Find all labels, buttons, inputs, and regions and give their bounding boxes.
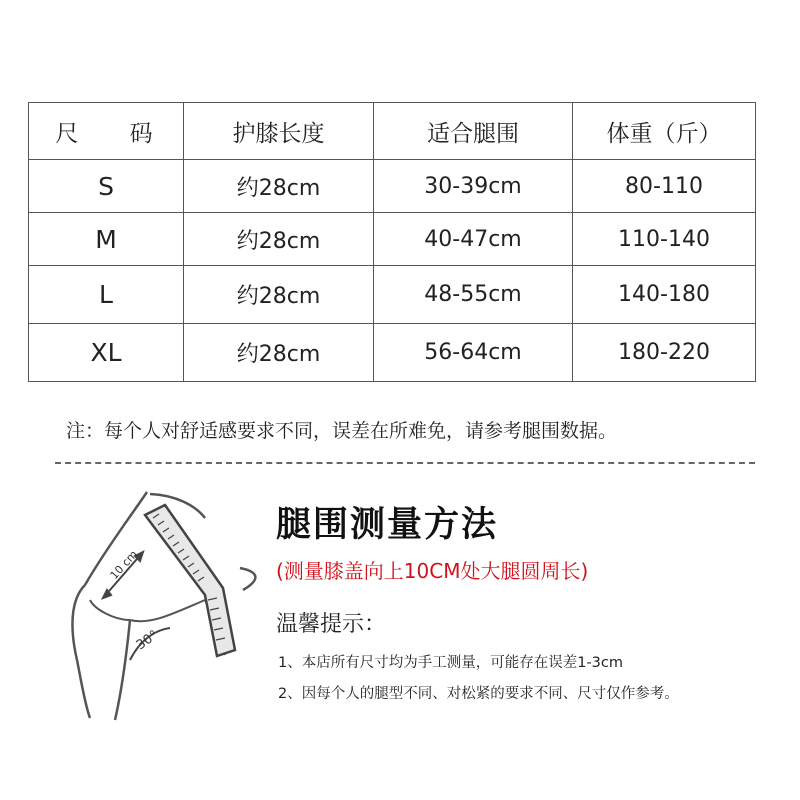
header-size: 尺 码: [29, 103, 184, 160]
table-header-row: [29, 103, 756, 160]
length-cell: 约28cm: [184, 213, 374, 266]
size-cell: M: [29, 213, 184, 266]
weight-cell: 80-110: [573, 160, 756, 213]
size-cell: XL: [29, 324, 184, 382]
weight-cell: 140-180: [573, 266, 756, 324]
length-cell: 约28cm: [184, 266, 374, 324]
sizing-note: 注：每个人对舒适感要求不同，误差在所难免，请参考腿围数据。: [66, 420, 618, 442]
size-cell: L: [29, 266, 184, 324]
size-chart-table: [28, 102, 756, 382]
circumference-cell: 56-64cm: [374, 324, 573, 382]
distance-label: 10 cm: [107, 547, 141, 583]
tips-title: 温馨提示：: [276, 612, 387, 637]
header-weight: 体重（斤）: [573, 103, 756, 160]
table-row: [29, 324, 756, 382]
size-cell: S: [29, 160, 184, 213]
table-row: [29, 213, 756, 266]
table-row: [29, 266, 756, 324]
method-title: 腿围测量方法: [276, 505, 499, 545]
weight-cell: 180-220: [573, 324, 756, 382]
knee-measurement-illustration: [45, 480, 275, 725]
tip-item: 1、本店所有尺寸均为手工测量，可能存在误差1-3cm: [278, 655, 624, 671]
length-cell: 约28cm: [184, 160, 374, 213]
tip-item: 2、因每个人的腿型不同、对松紧的要求不同、尺寸仅作参考。: [278, 686, 679, 702]
circumference-cell: 30-39cm: [374, 160, 573, 213]
header-length: 护膝长度: [184, 103, 374, 160]
circumference-cell: 40-47cm: [374, 213, 573, 266]
table-row: [29, 160, 756, 213]
dashed-divider: [55, 462, 755, 464]
angle-label: 30°: [133, 627, 162, 654]
circumference-cell: 48-55cm: [374, 266, 573, 324]
length-cell: 约28cm: [184, 324, 374, 382]
header-circumference: 适合腿围: [374, 103, 573, 160]
weight-cell: 110-140: [573, 213, 756, 266]
method-subtitle: (测量膝盖向上10CM处大腿圆周长): [276, 559, 589, 583]
